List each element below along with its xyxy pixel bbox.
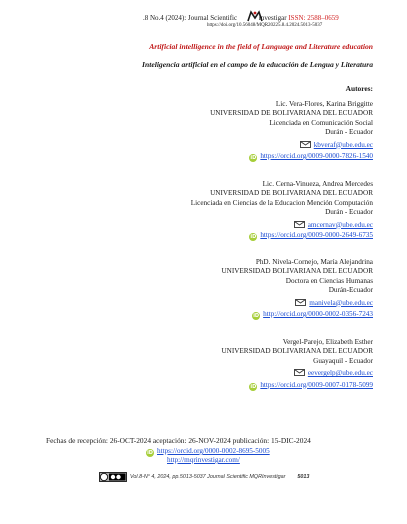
orcid-icon: iD	[250, 155, 257, 162]
footer-info	[130, 474, 309, 480]
author-degree: Licenciada en Ciencias de la Educacion Mención Computación	[190, 198, 373, 207]
creative-commons-license-icon	[99, 472, 127, 482]
author-orcid-row	[0, 381, 373, 391]
doi-line[interactable]: https://doi.org/10.56048/MQR20225.8.4.2024.5013-5037	[207, 23, 323, 28]
email-icon	[300, 141, 311, 148]
title-spanish: Inteligencia artificial en el campo de la educación de Lengua y Literatura	[142, 60, 373, 69]
journal-url-link[interactable]: http://mqrinvestigar.com/	[167, 456, 240, 464]
author-block	[0, 258, 373, 320]
publication-dates: Fechas de recepción: 26-OCT-2024 aceptación: 26-NOV-2024 publicación: 15-DIC-2024	[46, 436, 311, 445]
author-affiliation: UNIVERSIDAD DE BOLIVARIANA DEL ECUADOR	[210, 109, 373, 118]
author-email-link[interactable]: kbveraf@ube.edu.ec	[313, 140, 373, 149]
author-name: Lic. Vera-Flores, Karina Briggitte	[275, 100, 373, 108]
footer-volume-text: Vol.8-N° 4, 2024, pp.5013-5037 Journal Scientific MQRInvestigar	[130, 474, 286, 480]
author-block	[0, 180, 373, 241]
author-location: Durán - Ecuador	[325, 128, 373, 137]
author-location: Guayaquil - Ecuador	[313, 356, 373, 365]
author-name: Lic. Cerna-Vinueza, Andrea Mercedes	[262, 180, 373, 188]
author-email-link[interactable]: eevergelp@ube.edu.ec	[307, 369, 373, 378]
author-block	[0, 338, 373, 391]
page-number: 5013	[297, 474, 310, 480]
email-icon	[294, 369, 305, 376]
author-affiliation: UNIVERSIDAD DE BOLIVARIANA DEL ECUADOR	[210, 189, 373, 198]
author-orcid-link[interactable]: https://orcid.org/0009-0000-7826-1540	[260, 152, 373, 161]
journal-name: Investigar	[258, 14, 287, 22]
author-email-row	[0, 221, 373, 230]
orcid-icon: iD	[250, 383, 257, 390]
author-affiliation: UNIVERSIDAD BOLIVARIANA DEL ECUADOR	[221, 267, 373, 276]
author-orcid-row	[0, 310, 373, 320]
orcid-icon: iD	[147, 450, 153, 456]
author-orcid-row	[0, 231, 373, 241]
email-icon	[295, 299, 306, 306]
author-email-row	[0, 299, 373, 308]
author-email-row	[0, 369, 373, 378]
issn: ISSN: 2588–0659	[288, 14, 339, 22]
orcid-icon: iD	[253, 313, 260, 320]
author-name: PhD. Nivela-Cornejo, María Alejandrina	[255, 258, 373, 266]
journal-logo-icon	[247, 10, 263, 22]
author-affiliation: UNIVERSIDAD BOLIVARIANA DEL ECUADOR	[221, 347, 373, 356]
author-location: Durán - Ecuador	[325, 208, 373, 217]
author-block	[0, 100, 373, 162]
orcid-icon: iD	[250, 234, 257, 241]
author-degree: Licenciada en Comunicación Social	[269, 118, 373, 127]
email-icon	[294, 221, 305, 228]
footer-orcid-link[interactable]: https://orcid.org/0000-0002-8695-5005	[157, 447, 270, 455]
author-email-link[interactable]: amcernav@ube.edu.ec	[307, 220, 373, 229]
author-name: Vergel-Parejo, Elizabeth Esther	[282, 338, 373, 346]
journal-line-text: .8 No.4 (2024): Journal Scientific	[143, 14, 238, 22]
author-degree: Doctora en Ciencias Humanas	[285, 276, 373, 285]
author-orcid-link[interactable]: https://orcid.org/0009-0000-2649-6735	[260, 231, 373, 240]
journal-line	[143, 14, 339, 22]
author-location: Durán-Ecuador	[328, 286, 373, 295]
author-email-link[interactable]: manivela@ube.edu.ec	[309, 298, 373, 307]
author-orcid-link[interactable]: https://orcid.org/0009-0007-0178-5099	[260, 380, 373, 389]
authors-label: Autores:	[345, 84, 373, 93]
author-orcid-link[interactable]: http://orcid.org/0000-0002-0356-7243	[263, 310, 373, 319]
author-email-row	[0, 141, 373, 150]
title-english: Artificial intelligence in the field of Language and Literature education	[149, 42, 373, 51]
author-orcid-row	[0, 152, 373, 162]
